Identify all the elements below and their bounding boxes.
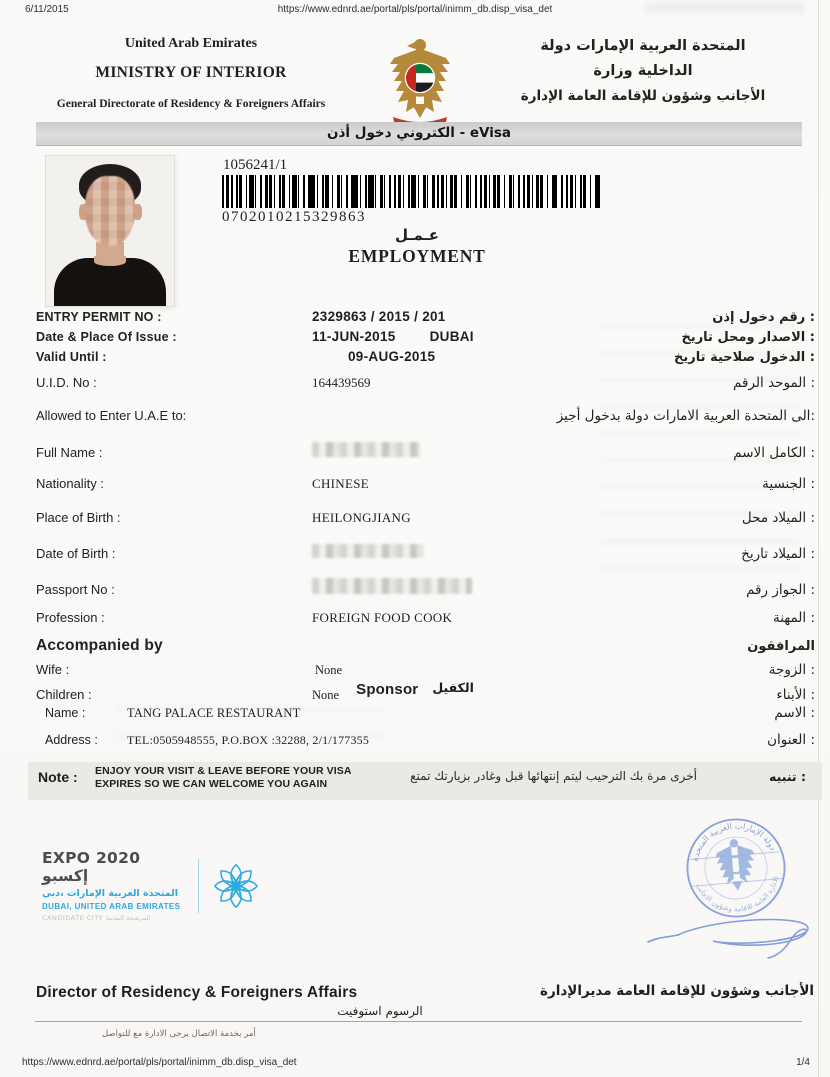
svg-text:دولة الإمارات العربية المتحدة: دولة الإمارات العربية المتحدة (689, 820, 779, 863)
sponsor-address-label-ar: العنوان : (767, 732, 815, 748)
barcode (222, 175, 600, 208)
applicant-photo (46, 156, 174, 306)
director-title-en: Director of Residency & Foreigners Affairs (36, 984, 358, 1001)
permit-fields (0, 309, 830, 709)
expo-title: EXPO 2020 إكسبو (42, 849, 141, 885)
section-title-ar: المرافقون (747, 639, 815, 654)
sponsor-name-label: Name : (45, 706, 86, 720)
redacted-value (312, 442, 420, 457)
field-value: 2329863 / 2015 / 201 (312, 309, 446, 324)
sponsor-section-header (0, 681, 830, 699)
expo-city-ar: دبي،‎ الإمارات‎ العربية‎ المتحدة (42, 888, 178, 899)
field-label: Wife : (36, 662, 70, 677)
photo-detail (94, 256, 126, 266)
field-label-ar: المهنة : (772, 610, 815, 626)
barcode-value: 0702010215329863 (222, 209, 366, 225)
ministry-name-ar: وزارة‎ الداخلية (593, 63, 693, 79)
note-label-ar: تنبيه : (769, 769, 806, 784)
redacted-value (312, 578, 472, 594)
field-label: Children : (36, 687, 92, 702)
header-english (28, 36, 354, 110)
field-label: U.I.D. No : (36, 375, 97, 390)
field-label-ar: محل‎ الميلاد‎ : (741, 510, 815, 526)
expo-logo-text (42, 849, 192, 922)
print-date: 6/11/2015 (25, 4, 69, 15)
field-label-ar: تاريخ‎ الميلاد‎ : (741, 546, 815, 562)
sponsor-address-label: Address : (45, 733, 98, 747)
issue-date: 11-JUN-2015 (312, 329, 396, 344)
file-number: 1056241/1 (223, 157, 288, 173)
sponsor-address-value: TEL:0505948555, P.O.BOX :32288, 2/1/177355 (127, 733, 370, 747)
section-row-accompanied-by (0, 634, 830, 659)
field-value: CHINESE (312, 476, 369, 491)
field-label-ar: الأبناء : (776, 687, 815, 703)
contact-note-ar: للتواصل‎ مع‎ الادارة‎ يرجى‎ الاتصال‎ بخدمة‎ أمر (102, 1029, 256, 1039)
evisa-title-bar: أذن‎ دخول‎ الكتروني‎ - eVisa (36, 122, 802, 146)
field-value (312, 544, 562, 561)
field-label: Passport No : (36, 582, 115, 597)
note-label-en: Note : (38, 769, 78, 785)
field-row-profession (0, 605, 830, 634)
field-label: Full Name : (36, 445, 103, 460)
sponsor-address-row (0, 732, 830, 759)
field-value: 164439569 (312, 375, 371, 390)
sponsor-title-ar: الكفيل (432, 680, 474, 695)
field-label-ar: الاسم‎ الكامل‎ : (733, 445, 815, 461)
field-label: Date of Birth : (36, 546, 116, 561)
field-row-entry-permit-no (0, 309, 830, 329)
country-name-en: United Arab Emirates (124, 36, 258, 51)
field-label-ar: إذن‎ دخول‎ رقم‎ : (712, 310, 815, 325)
note-text-en (95, 765, 352, 791)
field-row-nationality (0, 469, 830, 503)
directorate-name-en: General Directorate of Residency & Foreigners Affairs (56, 98, 326, 110)
field-label-ar: الجنسية : (762, 476, 815, 492)
ministry-name-en: MINISTRY OF INTERIOR (95, 64, 287, 81)
issue-place: DUBAI (429, 329, 474, 344)
field-row-date-place-of-issue (0, 329, 830, 349)
sponsor-name-label-ar: الاسم : (774, 705, 815, 721)
field-label-ar: تاريخ‎ ومحل‎ الاصدار‎ : (681, 330, 815, 345)
field-value: 09-AUG-2015 (348, 349, 436, 364)
fees-collected-ar: استوفيت‎ الرسوم (337, 1004, 423, 1018)
field-label: Nationality : (36, 476, 104, 491)
field-row-valid-until (0, 349, 830, 370)
expo-2020-flower-icon (211, 861, 261, 911)
field-value (312, 329, 562, 344)
expo-candidate-city: CANDIDATE CITY المدينة‎ المرشحة (42, 914, 151, 922)
field-row-date-of-birth (0, 537, 830, 571)
sponsor-title-en: Sponsor (356, 681, 419, 698)
header-arabic (478, 38, 808, 104)
expo-city-en: DUBAI, UNITED ARAB EMIRATES (42, 902, 181, 911)
field-label-ar: تاريخ‎ صلاحية‎ الدخول‎ : (674, 350, 815, 365)
print-header-url: https://www.ednrd.ae/portal/pls/portal/inimm_db.disp_visa_det (277, 4, 553, 15)
note-section (28, 762, 822, 800)
svg-text:الادارة العامة للاقامة وشؤون ا: الادارة العامة للاقامة وشؤون الاجانب (694, 875, 781, 914)
sponsor-rows (0, 705, 830, 759)
sponsor-name-value: TANG PALACE RESTAURANT (127, 706, 301, 720)
field-row-allowed-to-enter (0, 401, 830, 435)
field-row-uid-no (0, 370, 830, 401)
note-text-line1: ENJOY YOUR VISIT & LEAVE BEFORE YOUR VISA (95, 765, 352, 777)
field-label: Profession : (36, 610, 105, 625)
field-value (312, 578, 562, 597)
field-value: HEILONGJIANG (312, 510, 411, 525)
sponsor-name-row (0, 705, 830, 732)
photo-pixelated-face (85, 176, 135, 246)
field-label-ar: الزوجة : (768, 662, 815, 678)
field-value: FOREIGN FOOD COOK (312, 610, 453, 625)
section-title: Accompanied by (36, 637, 163, 654)
directorate-name-ar: الإدارة‎ العامة‎ للإقامة‎ وشؤون‎ الأجانب (520, 88, 766, 104)
signature-scribble-icon (642, 906, 830, 966)
expo-divider (198, 859, 199, 913)
field-label-ar: الرقم‎ الموحد‎ : (733, 375, 815, 391)
visa-type-arabic: عـمـل (395, 226, 439, 244)
uae-falcon-emblem-icon (378, 33, 462, 131)
field-value: None (312, 688, 340, 702)
field-row-place-of-birth (0, 503, 830, 537)
field-label: Valid Until : (36, 350, 107, 364)
note-text-line2: EXPIRES SO WE CAN WELCOME YOU AGAIN (95, 778, 328, 790)
field-label: Place of Birth : (36, 510, 121, 525)
note-text-ar: تمتع‎ بزيارتك‎ وغادر‎ قبل‎ إنتهائها‎ ليتم‎ الترحيب‎ بك‎ مرة‎ أخرى (410, 769, 697, 783)
bleed-through-artifact (645, 2, 805, 14)
country-name-ar: دولة‎ الإمارات‎ العربية‎ المتحدة (540, 38, 746, 54)
page-number: 1/4 (796, 1057, 810, 1068)
field-label: Date & Place Of Issue : (36, 330, 177, 344)
redacted-value (312, 544, 424, 558)
field-label-ar: أجيز‎ بدخول‎ دولة‎ الامارات‎ العربية‎ المتحدة‎ الى: (556, 408, 815, 424)
visa-type-english: EMPLOYMENT (348, 246, 486, 266)
field-value: None (315, 663, 343, 677)
field-label-ar: رقم‎ الجواز‎ : (746, 582, 815, 598)
field-label: Allowed to Enter U.A.E to: (36, 408, 187, 423)
field-row-full-name (0, 435, 830, 469)
director-title-ar: مديرالإدارة‎ العامة‎ للإقامة‎ وشؤون‎ الأجانب (539, 983, 814, 999)
field-row-passport-no (0, 571, 830, 605)
field-value (312, 442, 562, 460)
expo-2020-logo (42, 849, 261, 922)
field-label: ENTRY PERMIT NO : (36, 310, 162, 324)
footer-rule (35, 1021, 802, 1022)
print-footer-url: https://www.ednrd.ae/portal/pls/portal/inimm_db.disp_visa_det (22, 1057, 297, 1068)
